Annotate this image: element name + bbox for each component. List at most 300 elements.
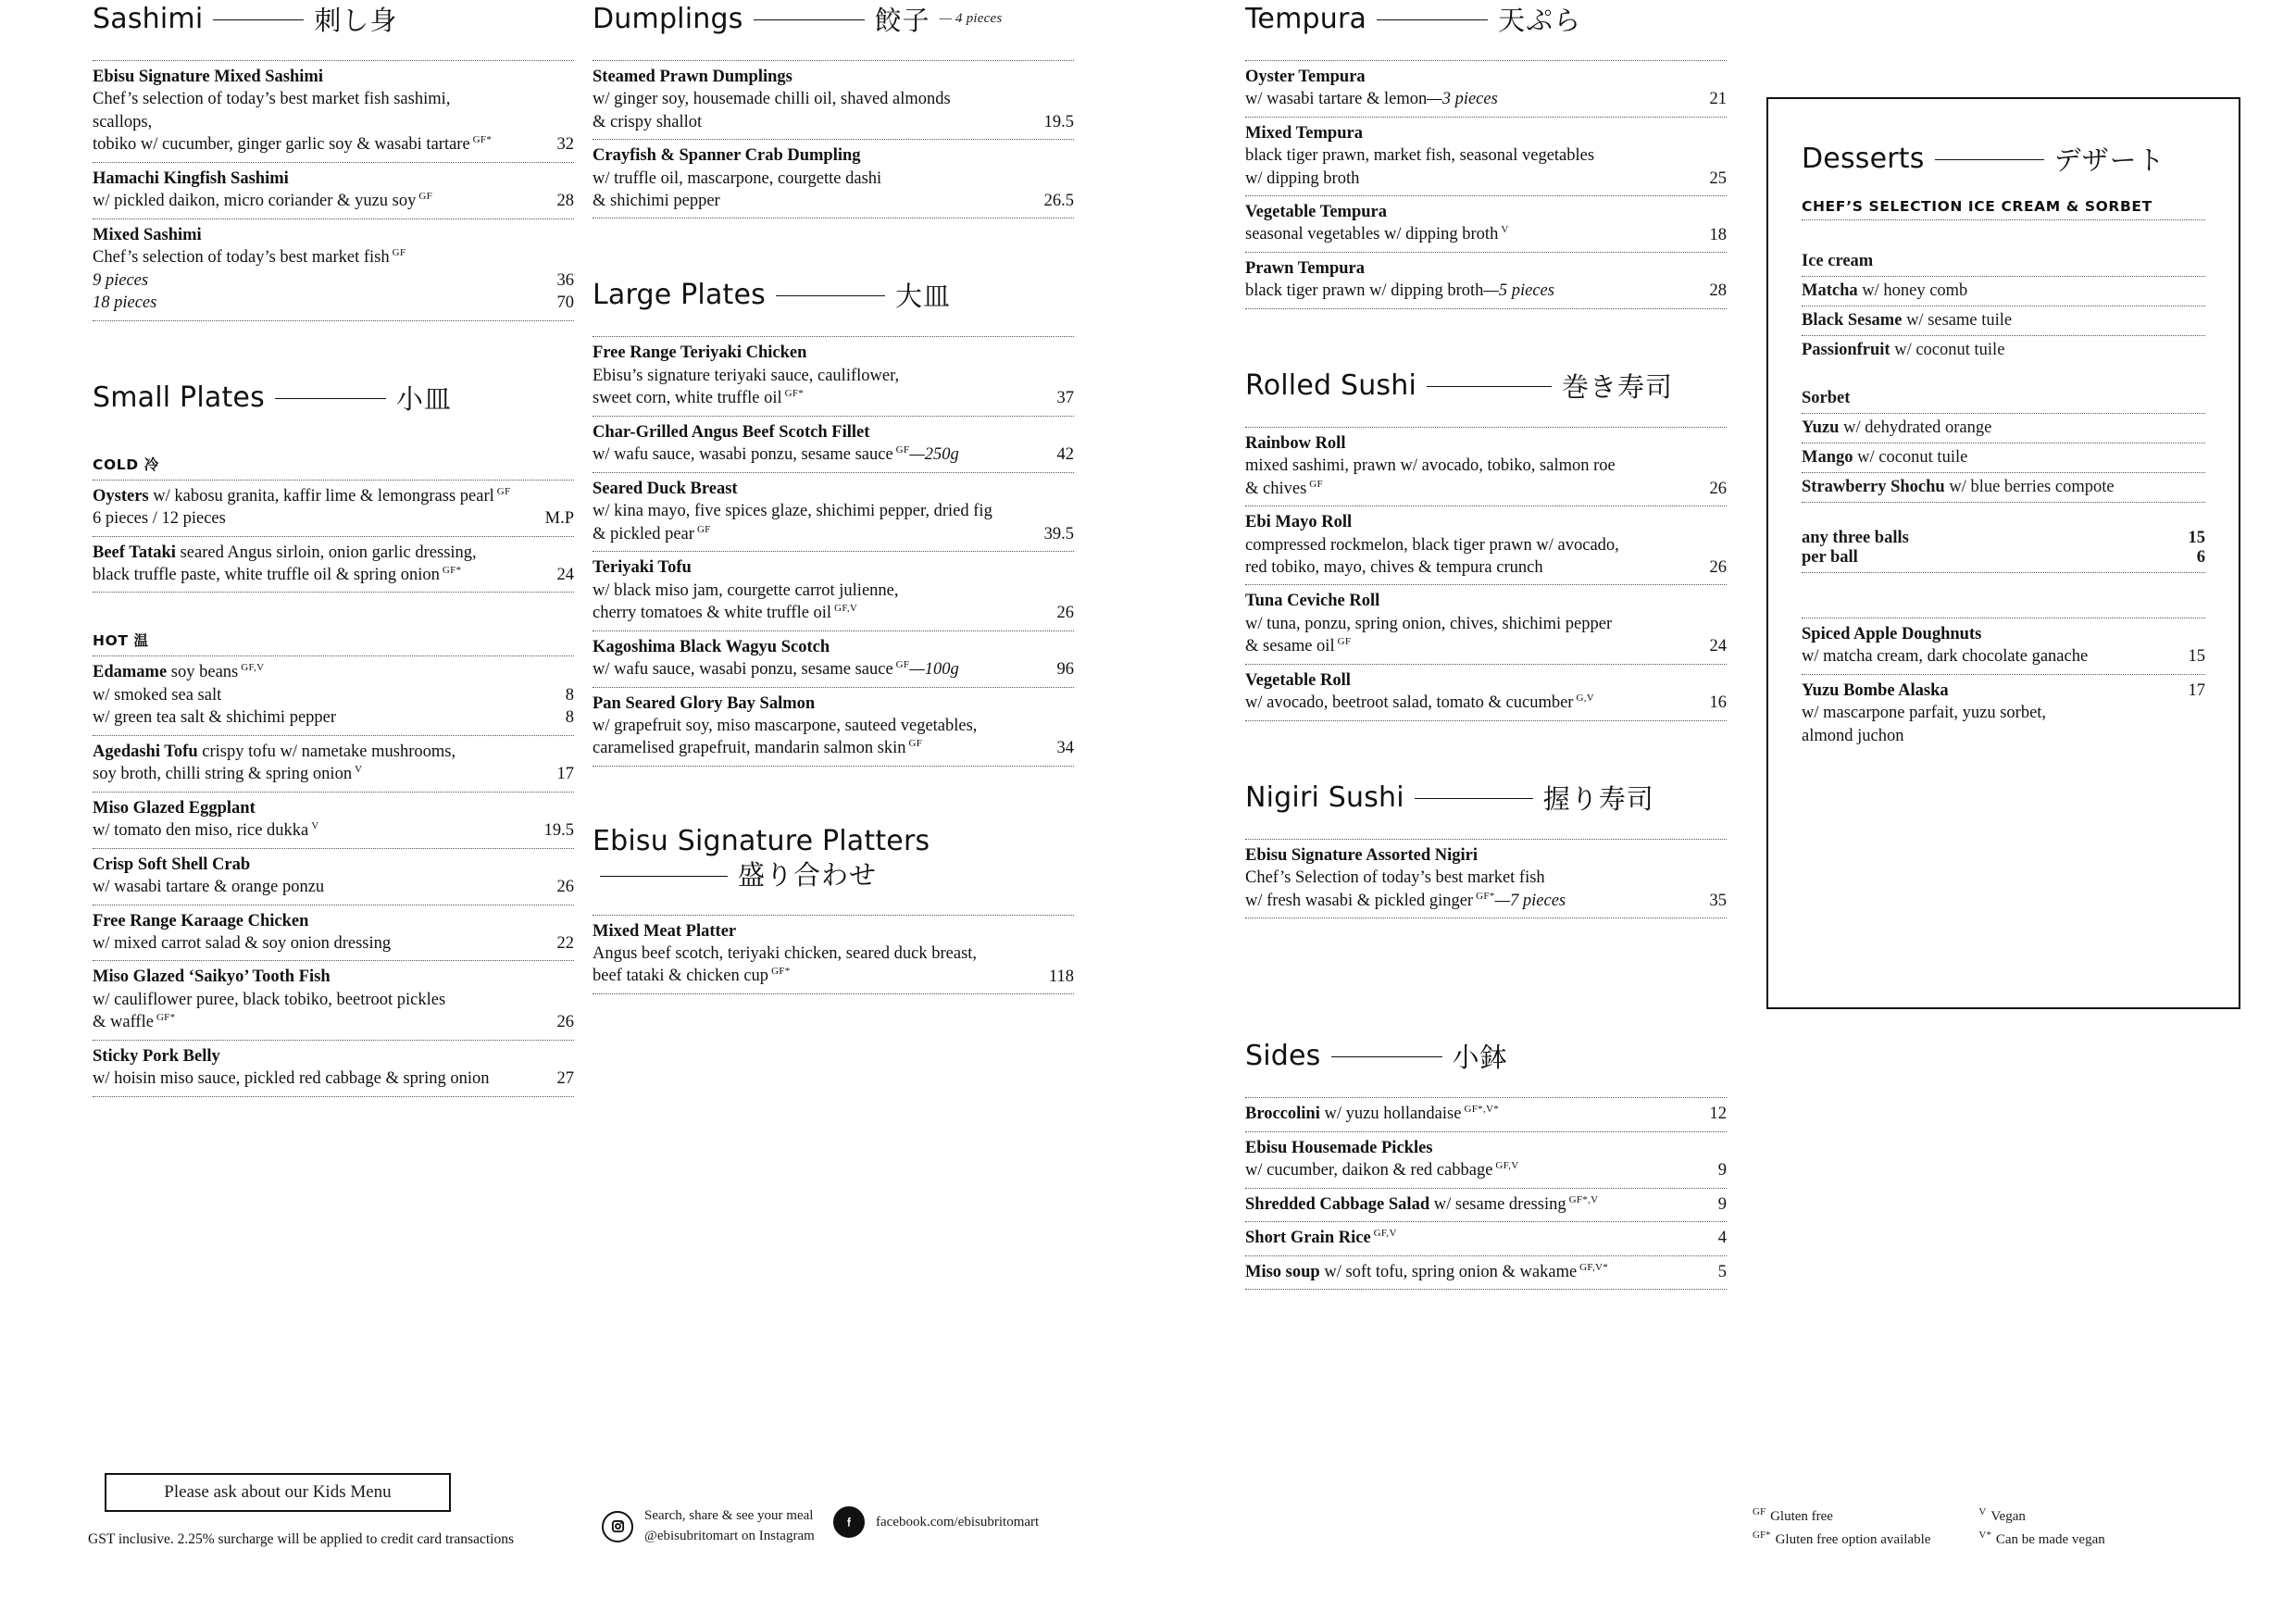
legend-text: Can be made vegan: [1995, 1532, 2105, 1548]
item-desc: soy broth, chilli string & spring onion: [93, 765, 353, 784]
item-desc: Chef’s Selection of today’s best market fish: [1245, 868, 1545, 888]
item-name: Sticky Pork Belly: [93, 1046, 220, 1066]
section-heading-dumplings: [593, 0, 1074, 38]
dietary-tag: GF*: [1476, 890, 1495, 902]
item-desc: & waffle: [93, 1013, 154, 1032]
item-name: Ebisu Signature Assorted Nigiri: [1245, 845, 1478, 865]
section-title-en: Sides: [1245, 1040, 1321, 1073]
item-price: 26: [1056, 604, 1074, 623]
section-title-en: Rolled Sushi: [1245, 368, 1416, 402]
legend-entry: [1753, 1504, 1930, 1528]
dietary-tag: GF*: [472, 134, 493, 146]
dietary-tag: V: [1501, 224, 1509, 236]
item-name: Rainbow Roll: [1245, 433, 1346, 453]
facebook-icon: [833, 1506, 865, 1538]
dessert-desc: w/ matcha cream, dark chocolate ganache: [1802, 647, 2089, 667]
item-desc: w/ wafu sauce, wasabi ponzu, sesame sauce: [593, 445, 893, 465]
section-title-jp: デザート: [2053, 144, 2165, 176]
item-name: Short Grain Rice: [1245, 1229, 1371, 1248]
dietary-tag: GF: [895, 444, 910, 456]
dessert-name: Yuzu Bombe Alaska: [1802, 680, 1949, 700]
item-price: 17: [556, 765, 574, 784]
menu-item[interactable]: [93, 736, 574, 793]
subsection-label-jp: 冷: [144, 456, 159, 473]
dessert-desc: w/ coconut tuile: [1890, 341, 2005, 359]
menu-item[interactable]: [93, 537, 574, 593]
dessert-item[interactable]: [1802, 306, 2205, 336]
item-price: 9: [1717, 1161, 1727, 1180]
menu-item[interactable]: [93, 905, 574, 962]
item-price: 12: [1709, 1105, 1727, 1124]
item-desc: w/ cauliflower puree, black tobiko, beetroot pickles: [93, 990, 446, 1009]
item-desc: w/ ginger soy, housemade chilli oil, shaved almonds: [593, 90, 951, 109]
legend-column-right: [1978, 1504, 2104, 1552]
dessert-item[interactable]: [1802, 618, 2205, 675]
item-price: 21: [1709, 90, 1727, 109]
legend-sup: GF: [1753, 1506, 1766, 1517]
menu-item[interactable]: [1245, 506, 1727, 585]
item-name: Steamed Prawn Dumplings: [593, 68, 792, 86]
dessert-price: 15: [2188, 647, 2205, 667]
dessert-desc: w/ dehydrated orange: [1839, 418, 1992, 437]
menu-item[interactable]: [93, 61, 574, 163]
heading-rule: [1331, 1056, 1442, 1057]
menu-item[interactable]: [593, 916, 1074, 994]
section-title-en: Ebisu Signature Platters: [593, 824, 930, 857]
item-desc: & chives: [1245, 479, 1307, 498]
item-price: 42: [1056, 445, 1074, 465]
section-title-jp: 小皿: [395, 382, 452, 415]
dietary-tag: GF,V*: [1579, 1261, 1609, 1273]
instagram-icon: [602, 1511, 633, 1542]
item-price: 24: [1709, 637, 1727, 656]
item-desc: w/ tomato den miso, rice dukka: [93, 821, 309, 841]
item-name: Miso soup: [1245, 1262, 1320, 1281]
item-name: Ebisu Signature Mixed Sashimi: [93, 68, 323, 86]
menu-item[interactable]: [593, 552, 1074, 630]
column-sashimi-small-plates: [93, 0, 574, 1097]
dessert-desc: w/ blue berries compote: [1944, 478, 2115, 496]
item-variant-label: 18 pieces: [93, 293, 157, 313]
dessert-item[interactable]: [1802, 277, 2205, 306]
dessert-item[interactable]: [1802, 443, 2205, 473]
legend-text: Gluten free option available: [1775, 1532, 1931, 1548]
item-desc: mixed sashimi, prawn w/ avocado, tobiko, salmon roe: [1245, 456, 1616, 476]
item-price: 28: [556, 192, 574, 211]
item-name: Free Range Karaage Chicken: [93, 911, 309, 930]
item-list-large-plates: [593, 336, 1074, 766]
heading-rule: [1377, 19, 1488, 20]
menu-item[interactable]: [93, 1041, 574, 1097]
item-price: 26.5: [1043, 192, 1074, 211]
item-name: Shredded Cabbage Salad: [1245, 1194, 1430, 1214]
item-desc: w/ fresh wasabi & pickled ginger: [1245, 891, 1474, 910]
item-desc: sweet corn, white truffle oil: [593, 389, 782, 408]
dessert-name: Spiced Apple Doughnuts: [1802, 625, 1982, 643]
item-price: 26: [1709, 479, 1727, 498]
dietary-tag: G,V: [1576, 693, 1595, 705]
section-heading-small-plates: [93, 379, 574, 417]
legend-sup: V: [1978, 1506, 1987, 1517]
dietary-tag: GF*,V*: [1464, 1104, 1500, 1116]
item-price: 37: [1056, 389, 1074, 408]
item-desc: w/ wasabi tartare & lemon: [1245, 90, 1428, 109]
item-price: 24: [556, 566, 574, 585]
item-name: Beef Tataki: [93, 543, 176, 562]
menu-item[interactable]: [1245, 1098, 1727, 1132]
item-price: 28: [1709, 281, 1727, 301]
desserts-subsection-label: CHEF’S SELECTION ICE CREAM & SORBET: [1802, 198, 2205, 220]
section-heading-desserts: [1802, 140, 2205, 178]
subsection-label-text: COLD: [93, 456, 139, 473]
dessert-name: Black Sesame: [1802, 311, 1903, 330]
menu-item[interactable]: [93, 219, 574, 321]
item-desc: black tiger prawn, market fish, seasonal vegetables: [1245, 146, 1595, 166]
menu-item[interactable]: [593, 140, 1074, 218]
item-price: 96: [1056, 660, 1074, 680]
dessert-pricing-price: 6: [2196, 548, 2205, 567]
item-name: Crayfish & Spanner Crab Dumpling: [593, 146, 861, 166]
section-note: — 4 pieces: [939, 11, 1003, 26]
item-price: 39.5: [1043, 524, 1074, 543]
dietary-tag: GF: [696, 523, 711, 535]
menu-item[interactable]: [1245, 61, 1727, 118]
section-title-jp: 小鉢: [1452, 1042, 1508, 1074]
item-name: Teriyaki Tofu: [593, 558, 692, 578]
item-name: Crisp Soft Shell Crab: [93, 855, 251, 874]
legend-sup: V*: [1978, 1529, 1991, 1542]
menu-item[interactable]: [593, 417, 1074, 473]
item-weight: —250g: [909, 445, 959, 465]
dessert-price: 17: [2188, 680, 2205, 700]
item-desc: seasonal vegetables w/ dipping broth: [1245, 225, 1499, 244]
gst-notice: GST inclusive. 2.25% surcharge will be applied to credit card transactions: [88, 1531, 514, 1547]
menu-item[interactable]: [1245, 118, 1727, 196]
item-desc: crispy tofu w/ nametake mushrooms,: [197, 742, 456, 761]
menu-item[interactable]: [593, 688, 1074, 767]
item-desc: w/ dipping broth: [1245, 169, 1360, 188]
item-desc: cherry tomatoes & white truffle oil: [593, 604, 832, 623]
dietary-tag: GF*: [442, 564, 462, 576]
menu-item[interactable]: [593, 631, 1074, 688]
dietary-tag: GF: [496, 485, 511, 497]
dietary-legend: [1753, 1504, 2105, 1552]
dietary-tag: GF: [418, 191, 433, 203]
item-price: 70: [556, 293, 574, 313]
heading-rule: [1427, 386, 1552, 387]
subsection-label-text: HOT: [93, 632, 129, 650]
dessert-pricing-label: per ball: [1802, 548, 1858, 567]
dessert-name: Matcha: [1802, 281, 1858, 300]
menu-item[interactable]: [593, 473, 1074, 552]
item-desc: w/ cucumber, daikon & red cabbage: [1245, 1161, 1493, 1180]
dessert-item[interactable]: [1802, 473, 2205, 503]
facebook-url: facebook.com/ebisubritomart: [876, 1514, 1040, 1529]
item-list-rolled-sushi: [1245, 427, 1727, 721]
dietary-tag: GF*: [784, 388, 805, 400]
dessert-item[interactable]: [1802, 336, 2205, 365]
dessert-item[interactable]: [1802, 675, 2205, 753]
section-heading-nigiri-sushi: [1245, 779, 1727, 817]
item-pieces: —7 pieces: [1494, 891, 1566, 910]
item-name: Tuna Ceviche Roll: [1245, 592, 1380, 611]
dietary-tag: GF*: [156, 1012, 176, 1024]
item-price: 4: [1717, 1229, 1727, 1248]
menu-item[interactable]: [1245, 1222, 1727, 1256]
item-desc: w/ wafu sauce, wasabi ponzu, sesame sauce: [593, 660, 893, 680]
menu-item[interactable]: [1245, 1132, 1727, 1189]
menu-item[interactable]: [93, 793, 574, 849]
legend-entry: [1753, 1528, 1930, 1551]
kids-menu-notice: [105, 1473, 451, 1512]
item-list-platters: [593, 915, 1074, 994]
desserts-panel: [1766, 97, 2240, 1009]
dietary-tag: GF: [1309, 478, 1323, 490]
item-desc: & crispy shallot: [593, 112, 703, 131]
item-desc: w/ kabosu granita, kaffir lime & lemongrass pearl: [148, 486, 494, 506]
dessert-name: Passionfruit: [1802, 341, 1890, 359]
section-title-jp: 餃子: [874, 5, 930, 36]
item-desc: w/ pickled daikon, micro coriander & yuzu soy: [93, 192, 417, 211]
item-pieces: —3 pieces: [1427, 90, 1498, 109]
item-desc: & sesame oil: [1245, 637, 1335, 656]
legend-sup: GF*: [1753, 1529, 1771, 1542]
item-price: 26: [556, 1013, 574, 1032]
item-list-sashimi: [93, 60, 574, 321]
item-name: Hamachi Kingfish Sashimi: [93, 169, 289, 188]
item-price: 19.5: [1043, 112, 1074, 131]
item-price: 16: [1709, 693, 1727, 713]
heading-rule: [213, 19, 304, 20]
item-price: 25: [1709, 169, 1727, 188]
item-variant-label: 9 pieces: [93, 270, 149, 290]
item-name: Ebi Mayo Roll: [1245, 513, 1353, 532]
item-price: 118: [1048, 967, 1074, 986]
item-desc: 6 pieces / 12 pieces: [93, 509, 226, 529]
subsection-label-jp: 温: [133, 632, 149, 650]
item-desc: w/ mixed carrot salad & soy onion dressing: [93, 934, 392, 953]
dessert-group-heading-ice-cream: Ice cream: [1802, 248, 2205, 277]
item-desc: w/ wasabi tartare & orange ponzu: [93, 878, 325, 897]
item-price: 35: [1709, 891, 1727, 910]
menu-item[interactable]: [1245, 840, 1727, 918]
item-desc: w/ kina mayo, five spices glaze, shichimi pepper, dried fig: [593, 502, 992, 521]
item-name: Oysters: [93, 486, 149, 506]
heading-rule: [1415, 798, 1533, 799]
menu-item[interactable]: [1245, 585, 1727, 664]
instagram-link[interactable]: [602, 1506, 815, 1547]
item-price: 8: [565, 708, 574, 728]
item-name: Mixed Tempura: [1245, 123, 1363, 143]
item-desc: w/ avocado, beetroot salad, tomato & cucumber: [1245, 693, 1574, 713]
item-name: Miso Glazed Eggplant: [93, 798, 256, 818]
menu-item[interactable]: [593, 337, 1074, 416]
section-title-en: Nigiri Sushi: [1245, 780, 1404, 814]
item-list-sides: [1245, 1097, 1727, 1290]
heading-rule: [600, 876, 728, 877]
item-name: Mixed Meat Platter: [593, 921, 737, 941]
item-name: Agedashi Tofu: [93, 742, 198, 761]
dessert-name: Strawberry Shochu: [1802, 478, 1945, 496]
menu-item[interactable]: [93, 961, 574, 1040]
dessert-pricing-price: 15: [2188, 529, 2205, 547]
section-heading-platters: [593, 824, 1074, 893]
item-name: Char-Grilled Angus Beef Scotch Fillet: [593, 422, 870, 442]
legend-text: Vegan: [1990, 1509, 2026, 1524]
item-name: Oyster Tempura: [1245, 68, 1366, 86]
item-desc: w/ yuzu hollandaise: [1319, 1105, 1462, 1124]
dietary-tag: GF,V: [1495, 1160, 1519, 1172]
dessert-desc: w/ coconut tuile: [1853, 448, 1968, 467]
item-name: Mixed Sashimi: [93, 225, 202, 244]
menu-item[interactable]: [1245, 428, 1727, 506]
menu-item[interactable]: [93, 656, 574, 735]
section-heading-sashimi: [93, 0, 574, 38]
item-desc: beef tataki & chicken cup: [593, 967, 769, 986]
item-price: 26: [556, 878, 574, 897]
section-title-jp: 大皿: [895, 281, 952, 313]
item-desc: black tiger prawn w/ dipping broth: [1245, 281, 1484, 301]
subsection-label-cold: [93, 454, 574, 474]
item-name: Free Range Teriyaki Chicken: [593, 343, 807, 363]
menu-item[interactable]: [1245, 1189, 1727, 1223]
item-name: Vegetable Tempura: [1245, 203, 1387, 222]
item-price: 32: [556, 135, 574, 155]
item-desc: tobiko w/ cucumber, ginger garlic soy & wasabi tartare: [93, 135, 470, 155]
item-variant-label: w/ smoked sea salt: [93, 686, 222, 705]
item-price: 36: [556, 270, 574, 290]
item-desc: w/ tuna, ponzu, spring onion, chives, shichimi pepper: [1245, 614, 1613, 633]
legend-entry: [1978, 1504, 2104, 1528]
section-title-en: Tempura: [1245, 3, 1367, 35]
dietary-tag: GF: [392, 247, 406, 259]
section-title-jp: 盛り合わせ: [738, 859, 878, 892]
column-dumplings-large-plates: [593, 0, 1074, 994]
item-list-dumplings: [593, 60, 1074, 218]
menu-item[interactable]: [1245, 196, 1727, 253]
dietary-tag: GF: [1337, 636, 1352, 648]
menu-item[interactable]: [593, 61, 1074, 140]
item-desc: w/ truffle oil, mascarpone, courgette dashi: [593, 169, 882, 188]
heading-rule: [754, 19, 865, 20]
subsection-label-hot: [93, 630, 574, 650]
item-name: Pan Seared Glory Bay Salmon: [593, 693, 816, 713]
item-price: 19.5: [543, 821, 574, 841]
section-title-en: Small Plates: [93, 381, 265, 414]
dessert-name: Yuzu: [1802, 418, 1840, 437]
section-title-jp: 天ぷら: [1498, 5, 1582, 36]
item-price: 8: [565, 686, 574, 705]
menu-item[interactable]: [93, 849, 574, 905]
dessert-item[interactable]: [1802, 414, 2205, 443]
heading-rule: [275, 398, 386, 399]
facebook-link[interactable]: [833, 1506, 1039, 1538]
item-list-cold: [93, 480, 574, 593]
legend-entry: [1978, 1528, 2104, 1551]
item-name: Vegetable Roll: [1245, 670, 1351, 690]
item-desc: & shichimi pepper: [593, 192, 720, 211]
item-variant-label: w/ green tea salt & shichimi pepper: [93, 708, 337, 728]
item-name: Seared Duck Breast: [593, 479, 738, 498]
section-title-en: Large Plates: [593, 279, 766, 312]
dietary-tag: V: [355, 764, 363, 776]
item-desc: Chef’s selection of today’s best market fish: [93, 248, 390, 268]
item-name: Ebisu Housemade Pickles: [1245, 1138, 1433, 1157]
item-price: 9: [1717, 1194, 1727, 1214]
dessert-pricing-label: any three balls: [1802, 529, 1909, 547]
section-title-en: Sashimi: [93, 3, 204, 35]
section-title-en: Dumplings: [593, 3, 743, 35]
item-price: 27: [556, 1069, 574, 1089]
dietary-tag: GF,V: [1373, 1228, 1397, 1240]
dietary-tag: GF,V: [241, 662, 265, 674]
menu-item[interactable]: [93, 481, 574, 537]
dietary-tag: GF*: [771, 966, 791, 978]
dietary-tag: GF: [908, 738, 923, 750]
dessert-desc: w/ mascarpone parfait, yuzu sorbet,: [1802, 704, 2047, 723]
heading-rule: [1935, 159, 2044, 160]
dietary-tag: GF*,V: [1568, 1193, 1599, 1205]
legend-text: Gluten free: [1770, 1509, 1833, 1524]
item-desc: Chef’s selection of today’s best market fish sashimi, scallops,: [93, 90, 451, 131]
dietary-tag: GF,V: [834, 602, 858, 614]
item-desc: Angus beef scotch, teriyaki chicken, seared duck breast,: [593, 944, 978, 964]
kids-menu-text: Please ask about our Kids Menu: [164, 1482, 392, 1502]
item-name: Broccolini: [1245, 1105, 1320, 1124]
section-title-jp: 握り寿司: [1542, 782, 1654, 815]
item-name: Edamame: [93, 663, 168, 682]
item-name: Miso Glazed ‘Saikyo’ Tooth Fish: [93, 968, 331, 987]
heading-rule: [776, 295, 885, 296]
section-heading-tempura: [1245, 0, 1727, 38]
item-desc: Ebisu’s signature teriyaki sauce, cauliflower,: [593, 366, 900, 385]
dietary-tag: V: [311, 820, 319, 832]
item-name: Kagoshima Black Wagyu Scotch: [593, 637, 830, 656]
item-price: M.P: [544, 509, 574, 529]
menu-item[interactable]: [1245, 1256, 1727, 1291]
item-pieces: —5 pieces: [1483, 281, 1554, 301]
item-desc: caramelised grapefruit, mandarin salmon skin: [593, 739, 906, 758]
section-heading-sides: [1245, 1037, 1727, 1075]
section-title-jp: 巻き寿司: [1562, 370, 1674, 403]
menu-item[interactable]: [93, 163, 574, 219]
item-list-nigiri: [1245, 839, 1727, 918]
section-heading-rolled-sushi: [1245, 367, 1727, 405]
section-title-jp: 刺し身: [314, 5, 398, 36]
item-desc: compressed rockmelon, black tiger prawn w/ avocado,: [1245, 535, 1619, 555]
dessert-group-heading-sorbet: Sorbet: [1802, 385, 2205, 414]
section-title-en: Desserts: [1802, 143, 1925, 175]
instagram-handle: @ebisubritomart on Instagram: [644, 1528, 815, 1543]
instagram-line-1: Search, share & see your meal: [644, 1508, 814, 1523]
column-tempura-sushi-sides: [1245, 0, 1727, 1290]
dessert-desc: almond juchon: [1802, 726, 1904, 745]
item-list-hot: [93, 655, 574, 1096]
menu-item[interactable]: [1245, 253, 1727, 309]
item-desc: w/ sesame dressing: [1429, 1194, 1566, 1214]
item-desc: w/ grapefruit soy, miso mascarpone, sauteed vegetables,: [593, 716, 978, 735]
item-price: 34: [1056, 739, 1074, 758]
legend-column-left: [1753, 1504, 1930, 1552]
item-desc: seared Angus sirloin, onion garlic dressing,: [175, 543, 477, 562]
item-price: 5: [1717, 1262, 1727, 1281]
menu-item[interactable]: [1245, 665, 1727, 721]
dessert-name: Mango: [1802, 448, 1853, 467]
item-list-tempura: [1245, 60, 1727, 309]
item-desc: w/ soft tofu, spring onion & wakame: [1319, 1262, 1578, 1281]
section-heading-large-plates: [593, 276, 1074, 314]
item-price: 18: [1709, 225, 1727, 244]
